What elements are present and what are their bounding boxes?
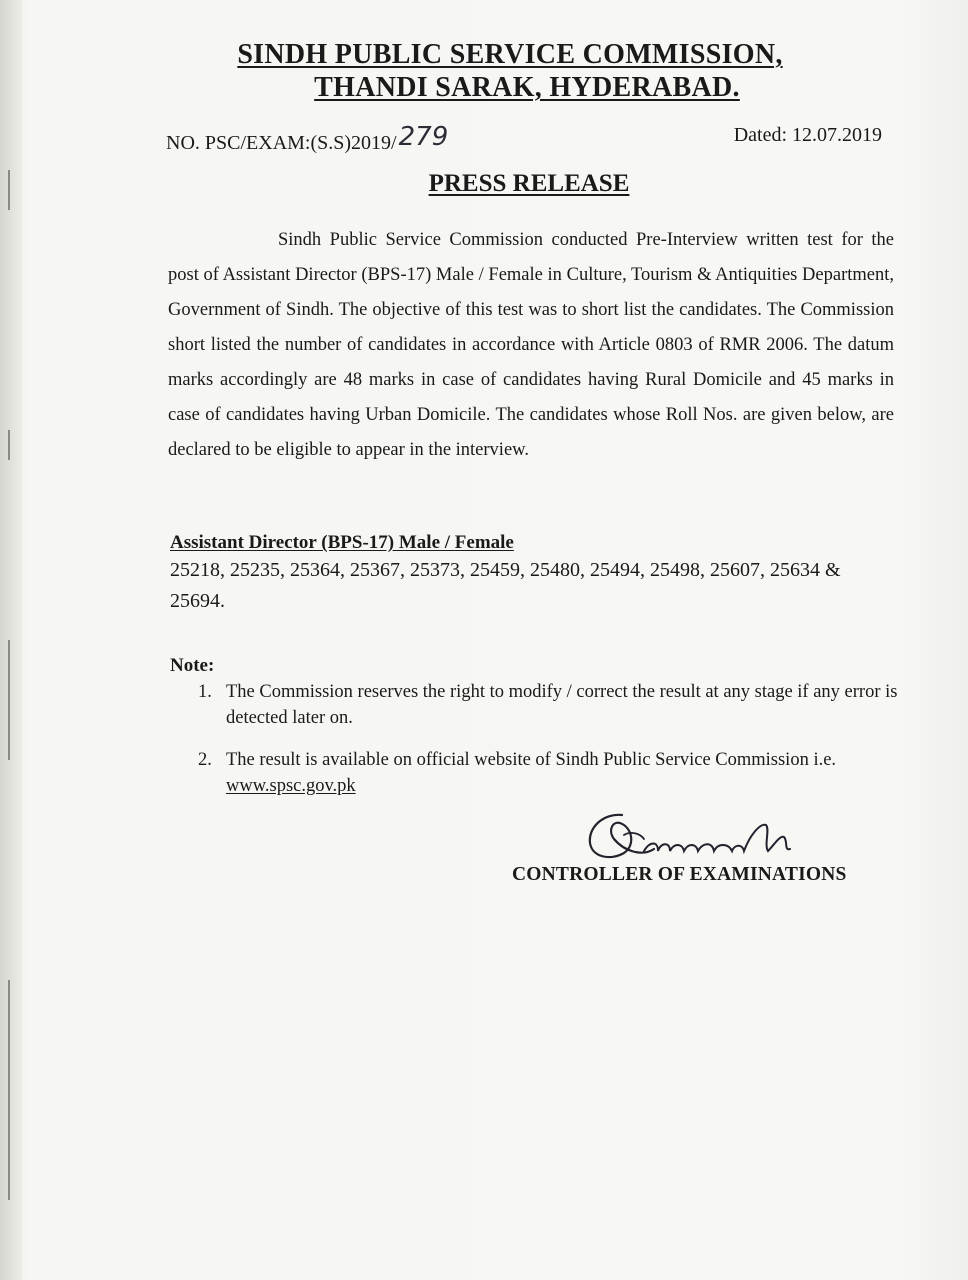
post-section: [170, 531, 900, 617]
letterhead-line-1: SINDH PUBLIC SERVICE COMMISSION,: [237, 39, 783, 70]
note-item-number: 1.: [198, 682, 212, 702]
note-item-text: The Commission reserves the right to modify / correct the result at any stage if any error is detected later on.: [226, 682, 898, 728]
letterhead: [0, 38, 968, 104]
note-item-text: The result is available on official website of Sindh Public Service Commission i.e.: [226, 750, 837, 770]
post-title: Assistant Director (BPS-17) Male / Female: [170, 532, 514, 553]
roll-numbers: 25218, 25235, 25364, 25367, 25373, 25459, 25480, 25494, 25498, 25607, 25634 & 25694.: [170, 559, 841, 612]
press-release-title: PRESS RELEASE: [428, 170, 630, 197]
edge-mark: [8, 980, 10, 1200]
date-label: Dated: 12.07.2019: [733, 124, 882, 146]
body-paragraph: Sindh Public Service Commission conducted Pre-Interview written test for the post of Assistant Director (BPS-17) Male / Female in Culture, Tourism & Antiquities Department, Government of Sindh. The objective of this test was to short list the candidates. The Commission short listed the number of candidates in accordance with Article 0803 of RMR 2006. The datum marks accordingly are 48 marks in case of candidates having Rural Domicile and 45 marks in case of candidates having Urban Domicile. The candidates whose Roll Nos. are given below, are declared to be eligible to appear in the interview.: [168, 230, 894, 460]
edge-mark: [8, 430, 10, 460]
note-item: [170, 747, 910, 799]
reference-number: [166, 122, 449, 156]
note-heading: Note:: [170, 655, 215, 676]
signatory-title: CONTROLLER OF EXAMINATIONS: [512, 864, 847, 885]
reference-number-prefix: NO. PSC/EXAM:(S.S)2019/: [166, 132, 397, 154]
letterhead-line-2: THANDI SARAK, HYDERABAD.: [314, 72, 740, 103]
note-section: [170, 655, 910, 799]
note-item-number: 2.: [198, 750, 212, 770]
reference-number-handwritten: 279: [398, 122, 449, 152]
edge-mark: [8, 640, 10, 760]
website-link[interactable]: www.spsc.gov.pk: [226, 776, 356, 796]
note-item: [170, 679, 910, 731]
